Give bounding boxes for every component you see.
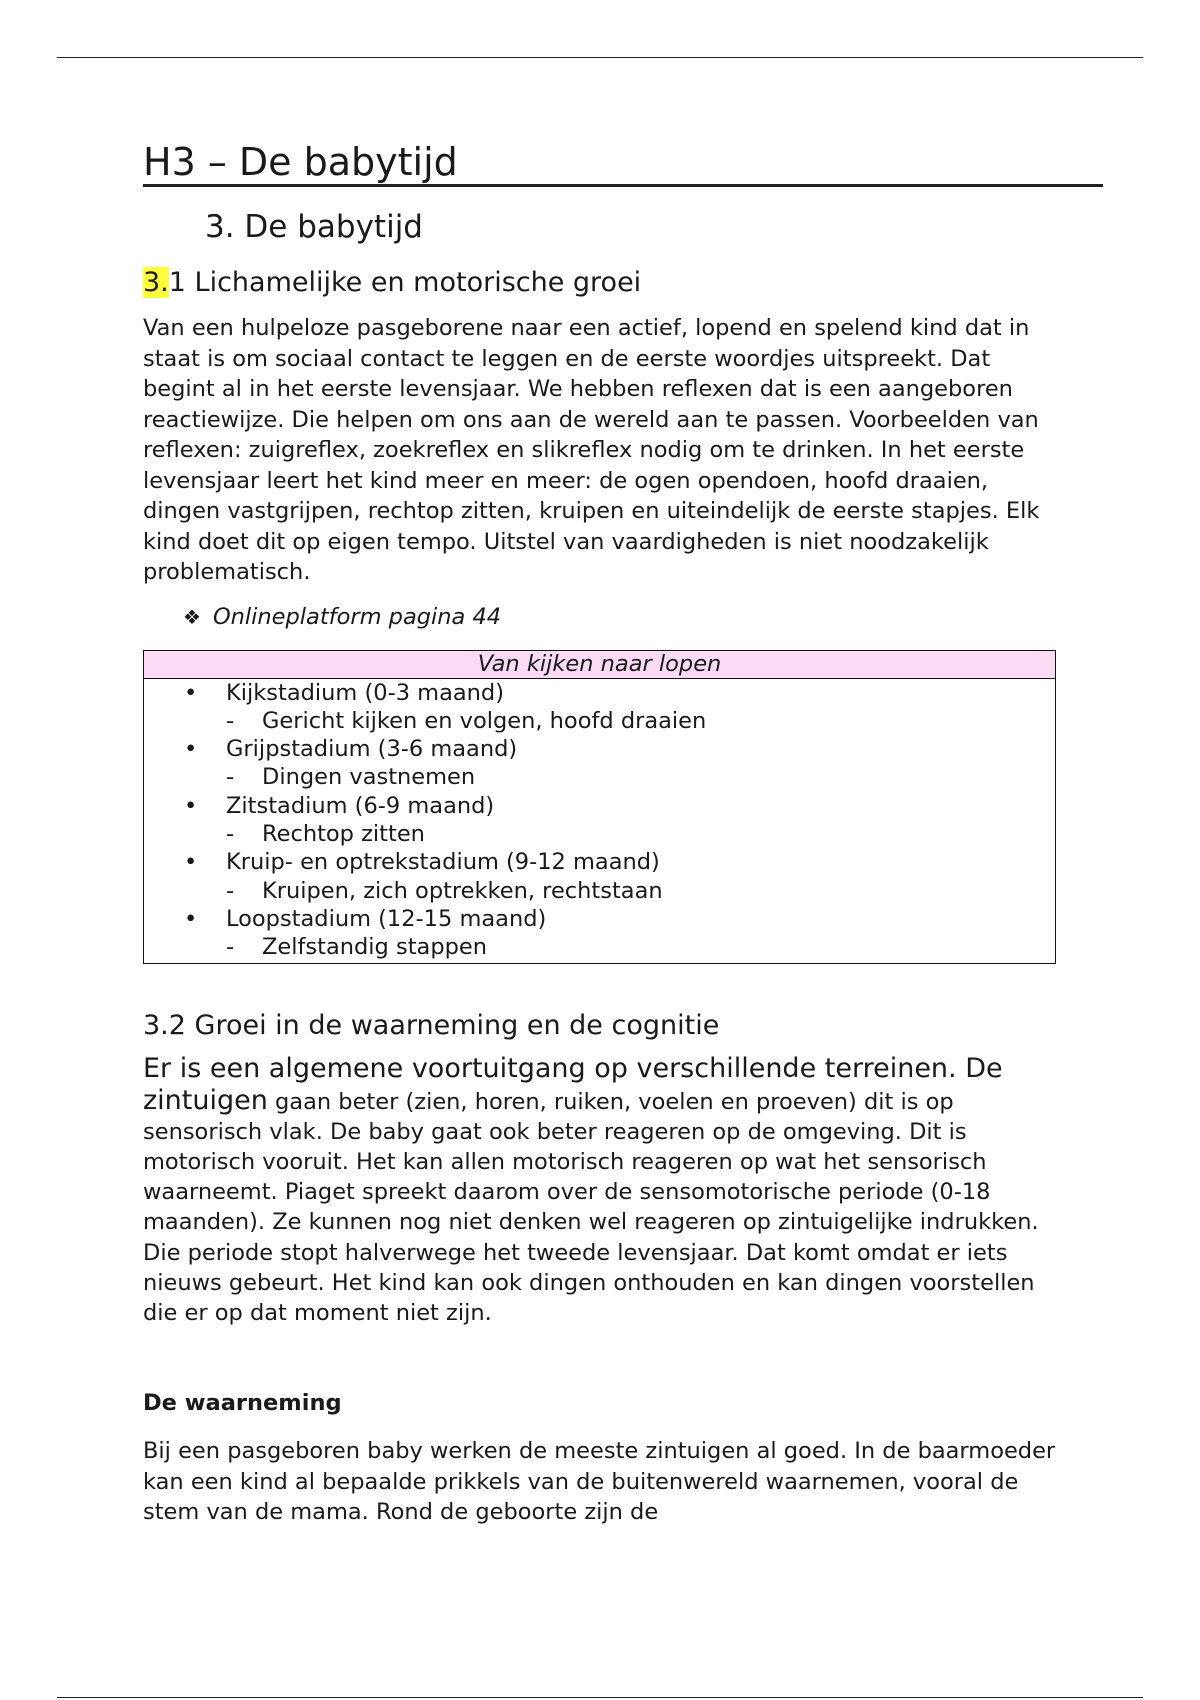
stage-name: • Kijkstadium (0-3 maand) — [184, 679, 1055, 707]
stage-detail: - Rechtop zitten — [184, 820, 1055, 848]
section-3-1-paragraph: Van een hulpeloze pasgeborene naar een actief, lopend en spelend kind dat in staat is om sociaal contact te leggen en de eerste woordjes uitspreekt. Dat begint al in het eerste levensjaar. We hebben reflexen dat is een aangeboren reactiewijze. Die helpen om ons aan de wereld aan te passen. Voorbeelden van reflexen: zuigreflex, zoekreflex en slikreflex nodig om te drinken. In het eerste levensjaar leert het kind meer en meer: de ogen opendoen, hoofd draaien, dingen vastgrijpen, rechtop zitten, kruipen en uiteindelijk de eerste stapjes. Elk kind doet dit op eigen tempo. Uitstel van vaardigheden is niet noodzakelijk problematisch. — [143, 315, 1040, 585]
page-title: H3 – De babytijd — [143, 140, 1103, 187]
footer-rule — [57, 1697, 1143, 1698]
online-platform-text: Onlineplatform pagina 44 — [212, 603, 502, 630]
stage-name: • Kruip- en optrekstadium (9-12 maand) — [184, 848, 1055, 876]
paragraph-rest: gaan beter (zien, horen, ruiken, voelen en proeven) dit is op sensorisch vlak. De baby gaat ook beter reageren op de omgeving. Dit is motorisch vooruit. Het kan allen motorisch reageren op wat het sensorisch waarneemt. Piaget spreekt daarom over de sensomotorische periode (0-18 maanden). Ze kunnen nog niet denken wel reageren op zintuigelijke indrukken. Die periode stopt halverwege het tweede levensjaar. Dat komt omdat er iets nieuws gebeurt. Het kind kan ook dingen onthouden en kan dingen voorstellen die er op dat moment niet zijn. — [143, 1088, 1039, 1327]
stage-detail: - Kruipen, zich optrekken, rechtstaan — [184, 877, 1055, 905]
section-heading-3-1 — [143, 265, 1103, 301]
highlighted-number: 3. — [143, 267, 169, 298]
stage-name: • Loopstadium (12-15 maand) — [184, 905, 1055, 933]
subsection-paragraph: Bij een pasgeboren baby werken de meeste zintuigen al goed. In de baarmoeder kan een kind al bepaalde prikkels van de buitenwereld waarnemen, vooral de stem van de mama. Rond de geboorte zijn de — [143, 1438, 1056, 1525]
list-item — [184, 848, 1055, 905]
stage-list — [144, 679, 1055, 962]
section-heading-text: 1 Lichamelijke en motorische groei — [168, 267, 642, 298]
list-item — [184, 792, 1055, 849]
stage-detail: - Gericht kijken en volgen, hoofd draaien — [184, 707, 1055, 735]
list-item — [184, 905, 1055, 962]
section-heading-3-2: 3.2 Groei in de waarneming en de cognitie — [143, 1010, 720, 1042]
stages-table — [143, 650, 1056, 965]
subsection-heading: De waarneming — [143, 1390, 342, 1417]
list-item — [184, 679, 1055, 736]
document-page — [143, 140, 1103, 1527]
section-3-2-paragraph — [143, 1054, 1063, 1328]
diamond-bullet-icon: ❖ — [183, 604, 201, 629]
stage-detail: - Dingen vastnemen — [184, 763, 1055, 791]
paragraph-lead: Er is een algemene voortuitgang op verschillende terreinen. De zintuigen — [143, 1053, 1003, 1116]
list-item — [184, 735, 1055, 792]
stage-name: • Zitstadium (6-9 maand) — [184, 792, 1055, 820]
chapter-heading: 3. De babytijd — [205, 209, 423, 245]
table-header: Van kijken naar lopen — [144, 650, 1056, 678]
stage-name: • Grijpstadium (3-6 maand) — [184, 735, 1055, 763]
stage-detail: - Zelfstandig stappen — [184, 933, 1055, 961]
header-rule — [57, 57, 1143, 58]
online-platform-reference — [183, 602, 1103, 632]
